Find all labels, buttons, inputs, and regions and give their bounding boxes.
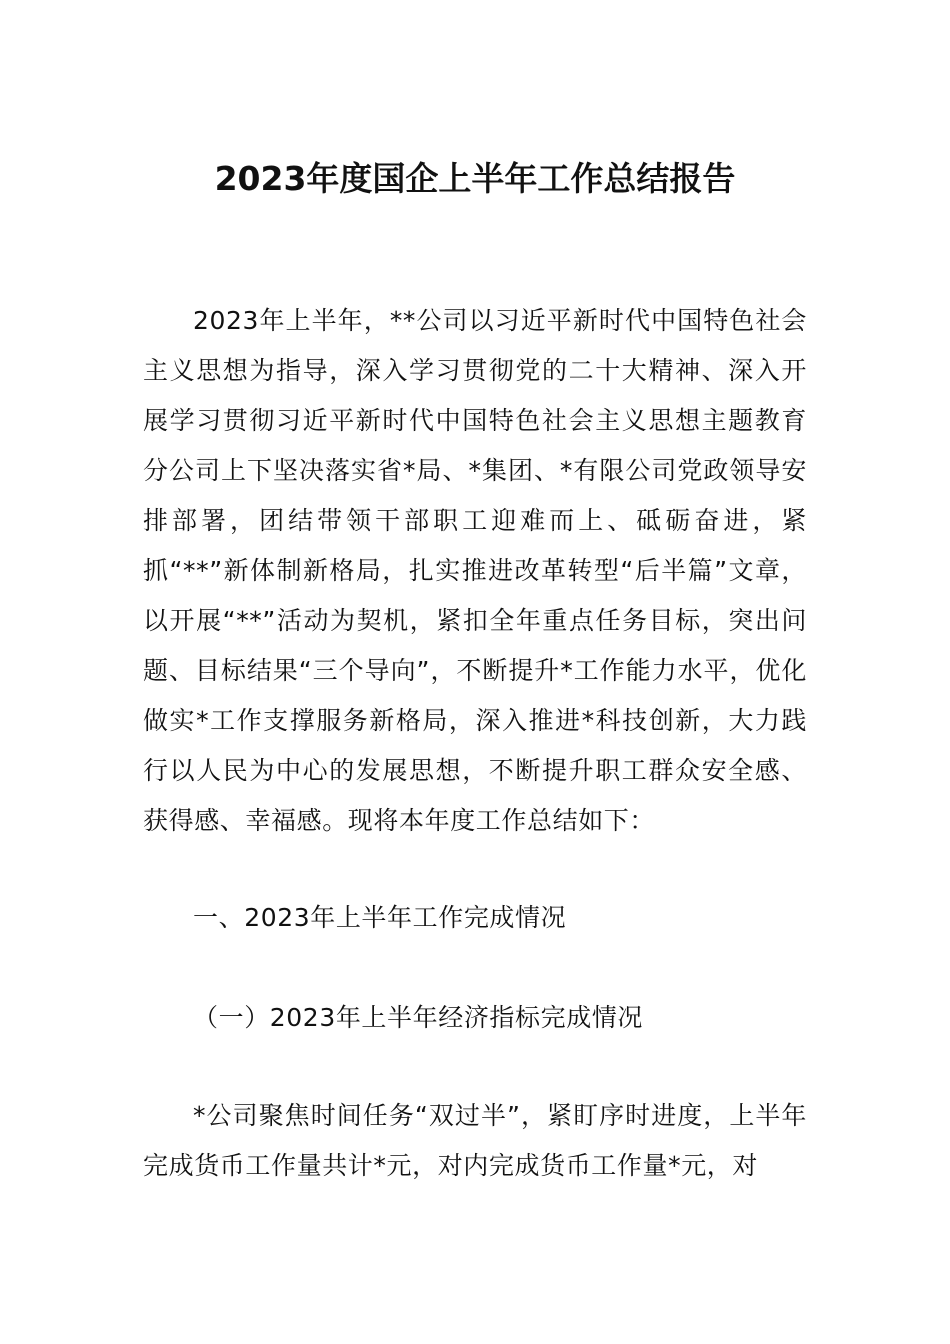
intro-paragraph: 2023年上半年，**公司以习近平新时代中国特色社会主义思想为指导，深入学习贯彻党的二十大精神、深入开展学习贯彻习近平新时代中国特色社会主义思想主题教育分公司上下坚决落实省*局、*集团、*有限公司党政领导安排部署，团结带领干部职工迎难而上、砥砺奋进，紧抓“**”新体制新格局，扎实推进改革转型“后半篇”文章，以开展“**”活动为契机，紧扣全年重点任务目标，突出问题、目标结果“三个导向”，不断提升*工作能力水平，优化做实*工作支撑服务新格局，深入推进*科技创新，大力践行以人民为中心的发展思想，不断提升职工群众安全感、获得感、幸福感。现将本年度工作总结如下： bbox=[143, 306, 807, 835]
subsection-heading-block bbox=[143, 993, 807, 1043]
intro-paragraph-block bbox=[143, 296, 807, 846]
section-paragraph-block bbox=[143, 1091, 807, 1191]
section-paragraph: *公司聚焦时间任务“双过半”，紧盯序时进度，上半年完成货币工作量共计*元，对内完成货币工作量*元，对 bbox=[143, 1101, 807, 1180]
section-heading-block bbox=[143, 893, 807, 943]
subsection-heading: （一）2023年上半年经济指标完成情况 bbox=[193, 1003, 644, 1032]
section-heading: 一、2023年上半年工作完成情况 bbox=[193, 903, 567, 932]
document-title: 2023年度国企上半年工作总结报告 bbox=[214, 159, 736, 198]
